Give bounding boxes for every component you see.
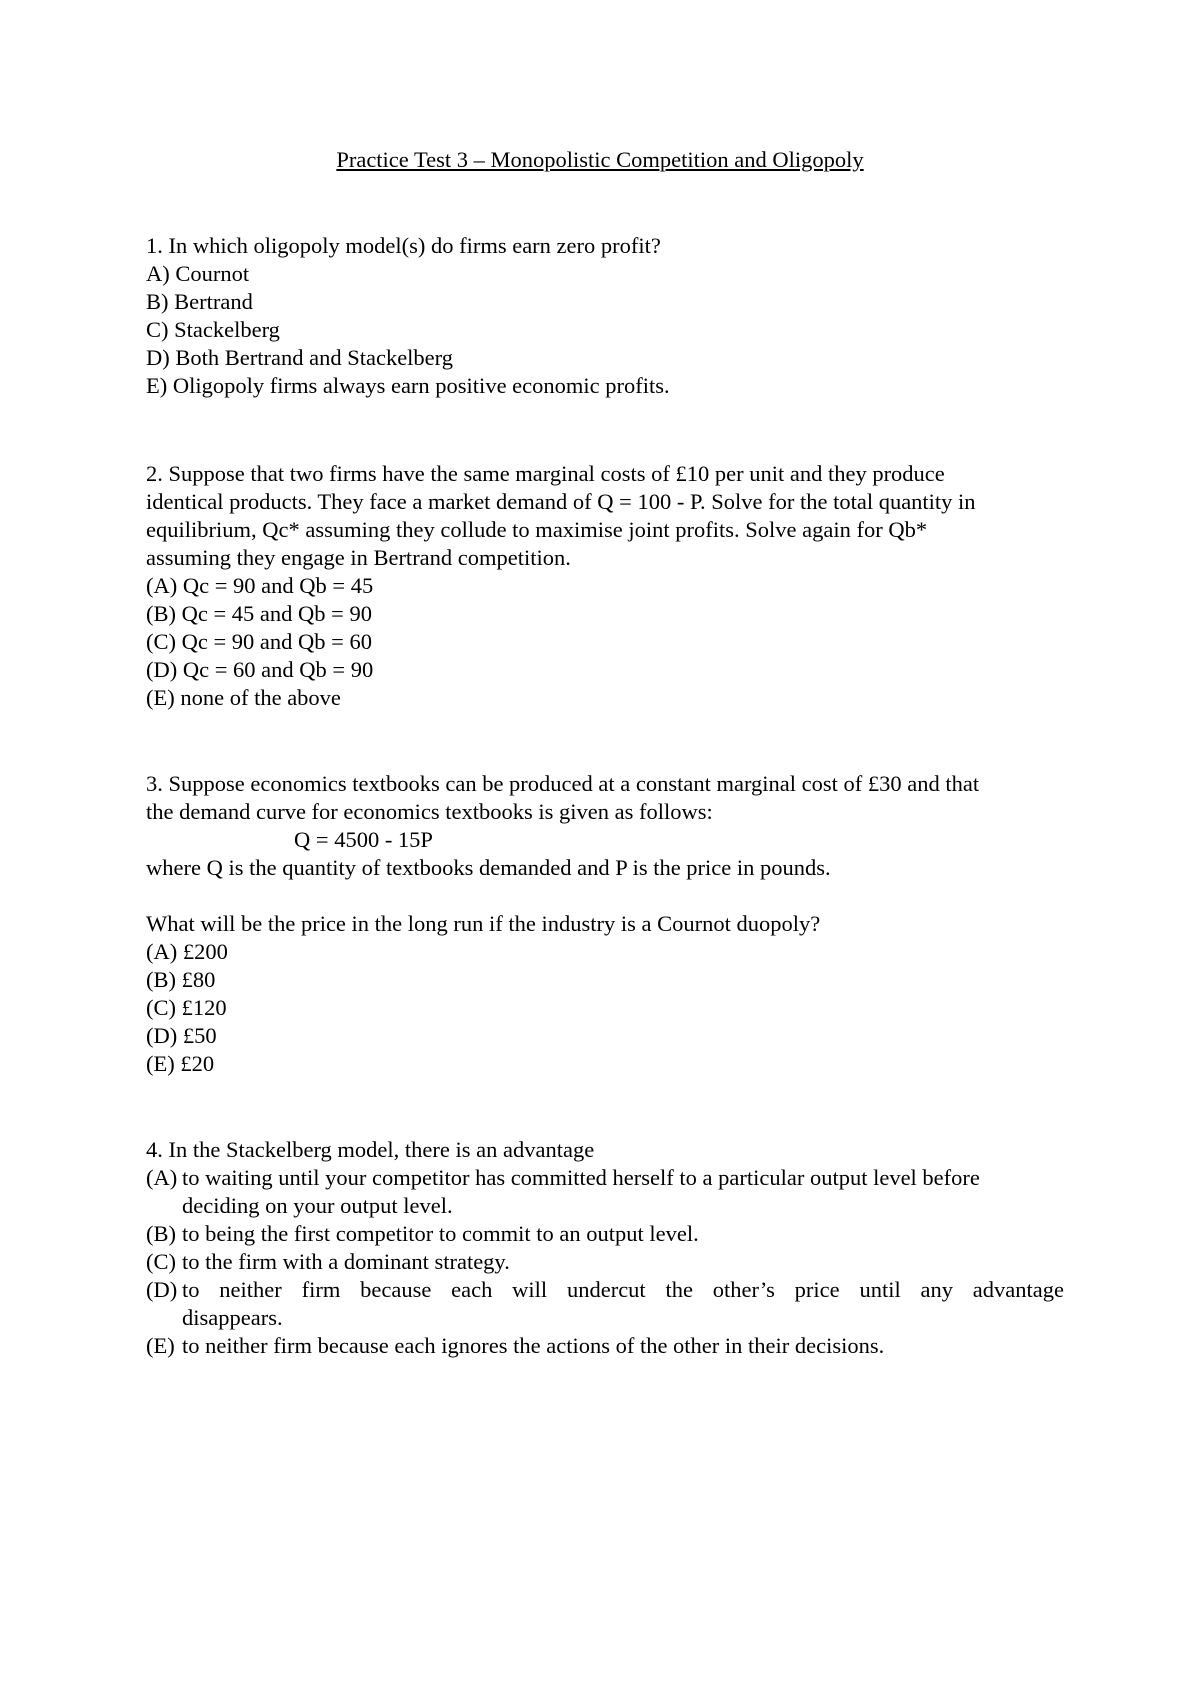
option-text-line: to being the first competitor to commit to an output level.: [182, 1221, 699, 1246]
answer-option: [146, 1276, 1064, 1332]
answer-option: (E) £20: [146, 1051, 215, 1076]
answer-option: C) Stackelberg: [146, 317, 280, 342]
option-text-line: to the firm with a dominant strategy.: [182, 1249, 510, 1274]
question-3: [146, 770, 1064, 1078]
demand-formula: Q = 4500 - 15P: [294, 827, 433, 852]
question-4: [146, 1136, 1064, 1360]
answer-option: (A) £200: [146, 939, 228, 964]
option-label: (A): [146, 1165, 178, 1190]
option-label: (C): [146, 1249, 176, 1274]
question-stem-line: 3. Suppose economics textbooks can be produced at a constant marginal cost of £30 and that: [146, 771, 980, 796]
question-stem-line: 2. Suppose that two firms have the same marginal costs of £10 per unit and they produce: [146, 461, 945, 486]
option-text-line: disappears.: [182, 1305, 283, 1330]
question-2: [146, 460, 1064, 712]
answer-option: (C) Qc = 90 and Qb = 60: [146, 629, 372, 654]
answer-option: [146, 1248, 1064, 1276]
answer-option: (D) £50: [146, 1023, 217, 1048]
answer-option: [146, 1332, 1064, 1360]
option-text-line: deciding on your output level.: [182, 1193, 453, 1218]
option-label: (D): [146, 1277, 178, 1302]
answer-option: A) Cournot: [146, 261, 250, 286]
question-stem-line: identical products. They face a market demand of Q = 100 - P. Solve for the total quantity in: [146, 489, 976, 514]
option-text-line: to neither firm because each ignores the actions of the other in their decisions.: [182, 1333, 885, 1358]
answer-option: B) Bertrand: [146, 289, 253, 314]
option-text-line: to waiting until your competitor has committed herself to a particular output level before: [182, 1165, 980, 1190]
answer-option: (D) Qc = 60 and Qb = 90: [146, 657, 374, 682]
answer-option: (E) none of the above: [146, 685, 341, 710]
answer-option: D) Both Bertrand and Stackelberg: [146, 345, 454, 370]
answer-option: [146, 1220, 1064, 1248]
question-stem-line: assuming they engage in Bertrand competition.: [146, 545, 571, 570]
question-stem: 4. In the Stackelberg model, there is an advantage: [146, 1137, 595, 1162]
answer-option: (A) Qc = 90 and Qb = 45: [146, 573, 374, 598]
answer-option: (B) Qc = 45 and Qb = 90: [146, 601, 372, 626]
question-stem-line: equilibrium, Qc* assuming they collude to maximise joint profits. Solve again for Qb*: [146, 517, 928, 542]
page-title: Practice Test 3 – Monopolistic Competition and Oligopoly: [336, 147, 864, 172]
formula-explanation: where Q is the quantity of textbooks demanded and P is the price in pounds.: [146, 855, 831, 880]
option-label: (E): [146, 1333, 175, 1358]
spacer: [146, 882, 1064, 910]
option-text-line: to neither firm because each will undercut the other’s price until any advantage: [182, 1277, 1064, 1302]
answer-option: (C) £120: [146, 995, 227, 1020]
answer-option: (B) £80: [146, 967, 216, 992]
question-1: [146, 232, 1064, 400]
option-label: (B): [146, 1221, 176, 1246]
answer-option: [146, 1164, 1064, 1220]
question-prompt: What will be the price in the long run if the industry is a Cournot duopoly?: [146, 911, 821, 936]
question-stem: 1. In which oligopoly model(s) do firms earn zero profit?: [146, 233, 661, 258]
question-stem-line: the demand curve for economics textbooks is given as follows:: [146, 799, 713, 824]
answer-option: E) Oligopoly firms always earn positive economic profits.: [146, 373, 670, 398]
